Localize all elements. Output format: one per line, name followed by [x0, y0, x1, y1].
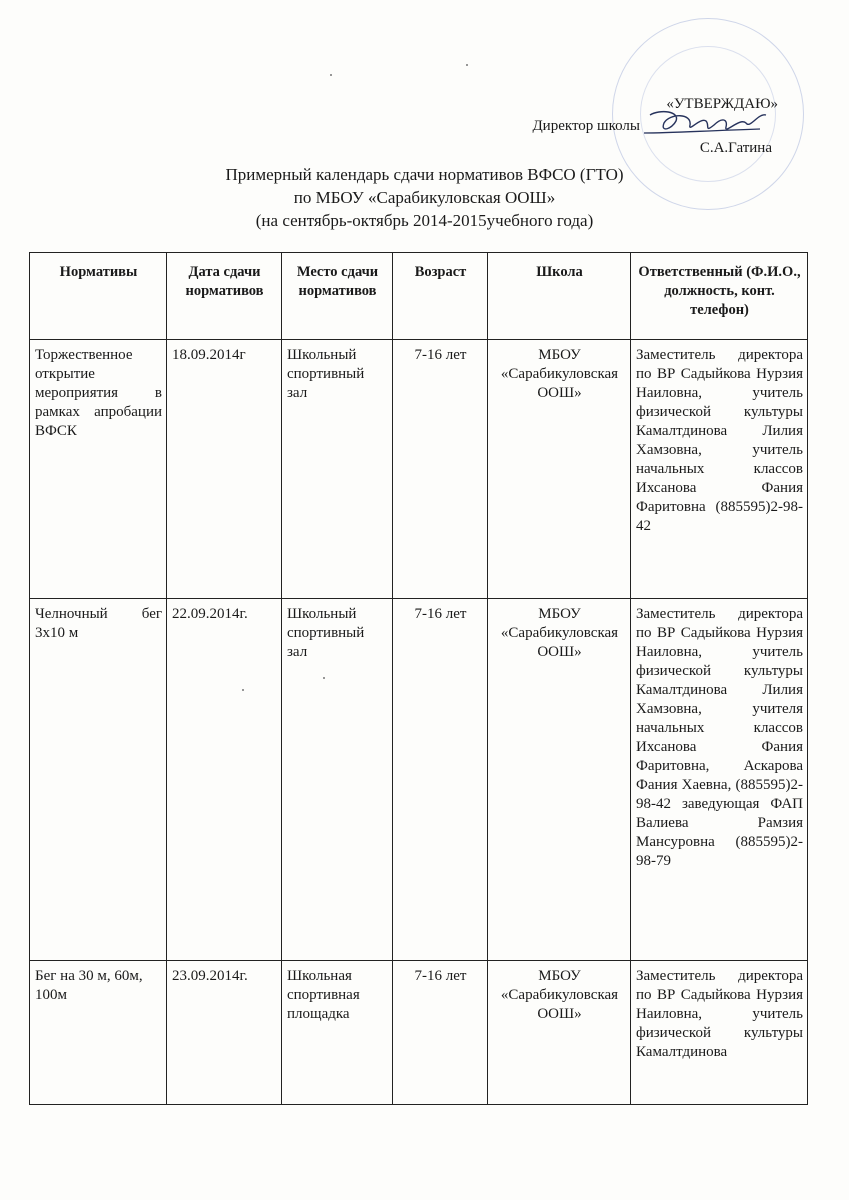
header-norms: Нормативы	[30, 253, 167, 340]
table-header-row	[30, 253, 808, 340]
title-line-3: (на сентябрь-октябрь 2014-2015учебного года)	[255, 211, 594, 230]
cell-responsible: Заместитель директора по ВР Садыйкова Нурзия Наиловна, учитель физической культуры Камалтдинова Лилия Хамзовна, учитель начальных классов Ихсанова Фания Фаритовна (885595)2-98-42	[631, 340, 808, 599]
approval-heading: «УТВЕРЖДАЮ»	[666, 96, 778, 112]
cell-place: Школьная спортивная площадка	[282, 961, 393, 1105]
cell-date: 23.09.2014г.	[167, 961, 282, 1105]
table-row	[30, 340, 808, 599]
cell-school: МБОУ «Сарабикуловская ООШ»	[488, 340, 631, 599]
approval-director-label: Директор школы	[532, 118, 640, 134]
cell-place: Школьный спортивный зал	[282, 340, 393, 599]
header-date: Дата сдачи нормативов	[167, 253, 282, 340]
scan-speck	[242, 689, 244, 691]
approval-director-name: С.А.Гатина	[699, 140, 772, 156]
schedule-table	[29, 252, 808, 1105]
approval-director-line	[470, 115, 780, 137]
cell-date: 18.09.2014г	[167, 340, 282, 599]
cell-age: 7-16 лет	[393, 599, 488, 961]
header-school: Школа	[488, 253, 631, 340]
document-title	[0, 163, 849, 232]
cell-norm: Челночный бег 3х10 м	[30, 599, 167, 961]
director-signature	[640, 117, 780, 137]
cell-age: 7-16 лет	[393, 961, 488, 1105]
cell-norm: Торжественное открытие мероприятия в рамках апробации ВФСК	[30, 340, 167, 599]
table-row	[30, 961, 808, 1105]
cell-responsible: Заместитель директора по ВР Садыйкова Нурзия Наиловна, учитель физической культуры Камалтдинова Лилия Хамзовна, учителя начальных классов Ихсанова Фания Фаритовна, Аскарова Фания Хаевна, (885595)2-98-42 заведующая ФАП Валиева Рамзия Мансуровна (885595)2-98-79	[631, 599, 808, 961]
header-place: Место сдачи нормативов	[282, 253, 393, 340]
cell-responsible: Заместитель директора по ВР Садыйкова Нурзия Наиловна, учитель физической культуры Камалтдинова	[631, 961, 808, 1105]
scan-speck	[330, 74, 332, 76]
cell-school: МБОУ «Сарабикуловская ООШ»	[488, 961, 631, 1105]
table-row	[30, 599, 808, 961]
cell-age: 7-16 лет	[393, 340, 488, 599]
title-line-2: по МБОУ «Сарабикуловская ООШ»	[293, 188, 556, 207]
header-responsible: Ответственный (Ф.И.О., должность, конт. телефон)	[631, 253, 808, 340]
cell-norm: Бег на 30 м, 60м, 100м	[30, 961, 167, 1105]
scan-speck	[323, 677, 325, 679]
cell-place: Школьный спортивный зал	[282, 599, 393, 961]
header-age: Возраст	[393, 253, 488, 340]
title-line-1: Примерный календарь сдачи нормативов ВФСО (ГТО)	[225, 165, 624, 184]
scan-speck	[466, 64, 468, 66]
cell-date: 22.09.2014г.	[167, 599, 282, 961]
cell-school: МБОУ «Сарабикуловская ООШ»	[488, 599, 631, 961]
approval-block	[470, 93, 780, 159]
